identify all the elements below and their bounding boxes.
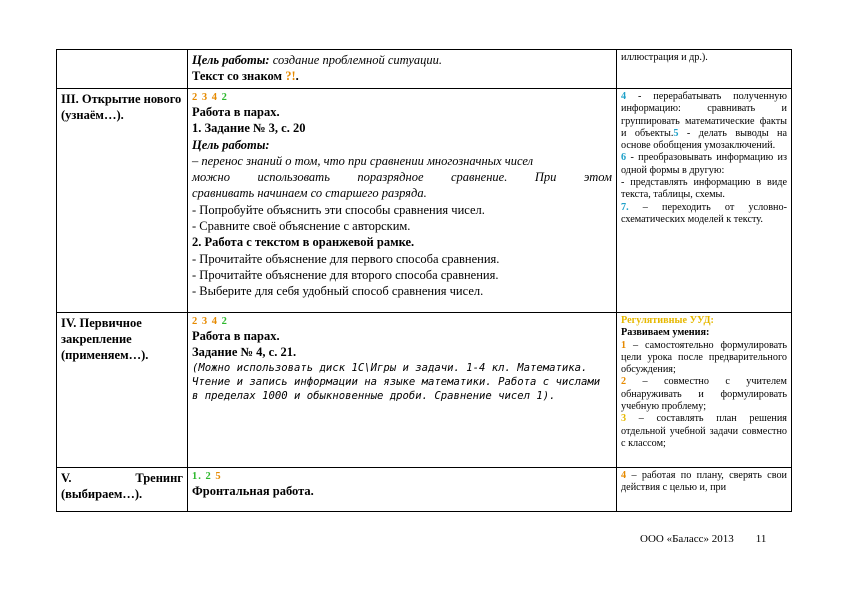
task-title: 2. Работа с текстом в оранжевой рамке.: [192, 235, 415, 250]
step-line: - Прочитайте объяснение для первого способа сравнения.: [192, 251, 500, 266]
stage-title: V.: [61, 471, 72, 485]
activity-cell: [188, 313, 617, 468]
uud-number: 3: [621, 413, 627, 425]
table-row: [57, 89, 792, 313]
work-form: Фронтальная работа.: [192, 484, 314, 498]
uud-numbers: [192, 315, 612, 328]
sign-mark: ?!: [285, 69, 296, 84]
uud-number: 2: [221, 316, 228, 327]
stage-cell: [57, 50, 188, 89]
goal-label: Цель работы:: [192, 137, 270, 152]
uud-numbers: [192, 91, 612, 104]
uud-number: 2: [221, 92, 228, 103]
uud-number: 7.: [621, 201, 629, 213]
table-row: [57, 313, 792, 468]
stage-title: III. Открытие нового (узнаём…).: [61, 92, 182, 122]
goal-line: – перенос знаний о том, что при сравнении многозначных чисел: [192, 153, 534, 168]
activity-cell: [188, 50, 617, 89]
uud-heading: Регулятивные УУД:: [621, 315, 714, 326]
stage-title: (выбираем…).: [61, 487, 143, 501]
goal-line: можно использовать поразрядное сравнение. При этом: [192, 170, 612, 185]
stage-cell: [57, 468, 188, 512]
uud-number: 4: [621, 470, 627, 481]
uud-number: 3: [201, 316, 209, 327]
uud-number: 2: [192, 92, 199, 103]
uud-text: иллюстрация и др.).: [621, 52, 708, 63]
stage-title: Тренинг: [135, 471, 183, 485]
goal-text: создание проблемной ситуации.: [269, 53, 443, 67]
uud-number: 1: [621, 339, 627, 351]
step-line: - Сравните своё объяснение с авторским.: [192, 219, 411, 234]
uud-number: 4: [211, 316, 218, 327]
table-row: [57, 468, 792, 512]
uud-text: – работая по плану, сверять свои действия с целью и, при: [621, 470, 787, 494]
work-form: Работа в парах.: [192, 105, 280, 119]
uud-number: 6: [621, 152, 627, 164]
uud-number: 5: [673, 127, 679, 139]
uud-number: 2: [192, 316, 199, 327]
uud-text: – совместно с учителем обнаруживать и формулировать учебную проблему;: [621, 376, 787, 413]
task-title: 1. Задание № 3, с. 20: [192, 121, 306, 136]
uud-number: 1.: [192, 471, 202, 482]
uud-number: 4: [211, 92, 218, 103]
uud-subheading: Развиваем умения:: [621, 327, 710, 339]
table-row: [57, 50, 792, 89]
uud-text: – самостоятельно формулировать цели урока после предварительного обсуждения;: [621, 339, 787, 376]
uud-number: 3: [201, 92, 209, 103]
footer-org: ООО «Баласс» 2013: [640, 533, 734, 545]
activity-cell: [188, 468, 617, 512]
uud-text: – переходить от условно-схематических моделей к тексту.: [621, 201, 787, 225]
uud-number: 2: [205, 471, 212, 482]
uud-number: 4: [621, 91, 627, 102]
uud-number: 2: [621, 376, 627, 388]
goal-line: сравнивать начинаем со старшего разряда.: [192, 186, 427, 201]
uud-text: - делать выводы на основе обобщения умозаключений.: [621, 127, 787, 152]
stage-cell: [57, 89, 188, 313]
uud-cell: [617, 50, 792, 89]
sign-end: .: [295, 69, 299, 84]
page-footer: [640, 533, 766, 545]
page-number: 11: [755, 533, 767, 545]
uud-text: - представлять информацию в виде текста, таблицы, схемы.: [621, 177, 787, 201]
step-line: - Попробуйте объяснить эти способы сравнения чисел.: [192, 202, 485, 217]
goal-label: Цель работы:: [192, 53, 270, 67]
uud-numbers: [192, 470, 612, 483]
activity-cell: [188, 89, 617, 313]
work-form: Работа в парах.: [192, 329, 280, 343]
uud-cell: [617, 89, 792, 313]
step-line: - Выберите для себя удобный способ сравнения чисел.: [192, 284, 484, 299]
stage-cell: [57, 313, 188, 468]
resource-note: (Можно использовать диск 1С\Игры и задачи. 1-4 кл. Математика. Чтение и запись информации на языке математики. Работа с числами в пределах 1000 и обыкновенные дроби. Сравнение чисел 1).: [192, 361, 601, 402]
step-line: - Прочитайте объяснение для второго способа сравнения.: [192, 267, 499, 282]
stage-title: IV. Первичное закрепление (применяем…).: [61, 316, 149, 362]
task-title: Задание № 4, с. 21.: [192, 345, 297, 360]
uud-number: 5: [215, 471, 222, 482]
uud-text: - преобразовывать информацию из одной формы в другую:: [621, 152, 787, 176]
lesson-plan-table: [56, 49, 792, 512]
uud-text: - перерабатывать полученную информацию: сравнивать и группировать математические факты и объекты.: [621, 91, 787, 139]
uud-text: – составлять план решения отдельной учебной задачи совместно с классом;: [621, 413, 787, 449]
sign-text: Текст со знаком: [192, 69, 286, 84]
uud-cell: [617, 468, 792, 512]
uud-cell: [617, 313, 792, 468]
